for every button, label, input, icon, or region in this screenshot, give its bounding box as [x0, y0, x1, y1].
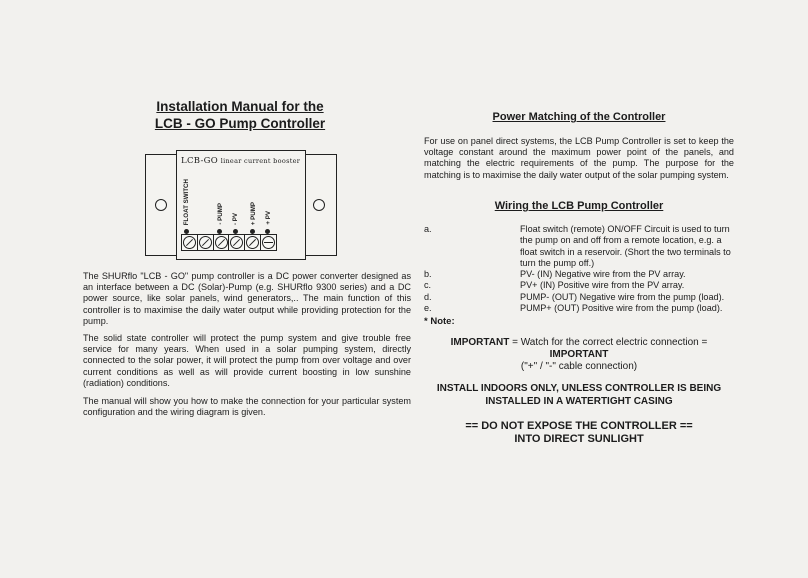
controller-diagram	[145, 150, 337, 260]
list-item-text: PV+ (IN) Positive wire from the PV array.	[520, 280, 685, 291]
controller-label-sub: linear current booster	[220, 157, 301, 165]
terminal-label-pv-pos: + PV	[265, 211, 272, 225]
important-notice	[424, 337, 734, 373]
terminal-screw-6	[260, 234, 277, 251]
protection-paragraph: The solid state controller will protect the pump system and give trouble free service for many years. When used in a solar pumping system, directly connected to the solar power, it will protect the pump from over voltage and over current conditions as well as will provide current boosting in low sunshine (radiation) conditions.	[83, 333, 411, 388]
list-item	[424, 292, 736, 303]
install-warning	[424, 383, 734, 408]
install-line-2: INSTALLED IN A WATERTIGHT CASING	[485, 395, 673, 407]
terminal-label-float-switch: FLOAT SWITCH	[183, 178, 190, 225]
list-item-text: PUMP- (OUT) Negative wire from the pump (load).	[520, 291, 725, 302]
terminal-screw-3	[213, 234, 230, 251]
terminal-label-pv-neg: - PV	[232, 212, 239, 225]
install-line-1: INSTALL INDOORS ONLY, UNLESS CONTROLLER IS BEING	[436, 383, 722, 394]
terminal-screw-4	[228, 234, 245, 251]
list-item-text: Float switch (remote) ON/OFF Circuit is used to turn the pump on and off from a remote location, e.g. a float switch in a reservoir. (Short the two terminals to turn the pump off.)	[520, 224, 731, 268]
controller-body	[176, 150, 306, 260]
terminal-label-pump-neg: - PUMP	[217, 203, 224, 225]
list-item-text: PUMP+ (OUT) Positive wire from the pump (load).	[520, 303, 723, 314]
manual-title	[140, 98, 340, 132]
controller-label	[181, 156, 300, 166]
sunlight-line-2: INTO DIRECT SUNLIGHT	[514, 433, 644, 445]
list-item-letter: a.	[424, 224, 432, 234]
important-line-2: IMPORTANT	[549, 349, 609, 360]
list-item	[424, 280, 736, 291]
title-line-1: Installation Manual for the	[156, 99, 324, 114]
intro-paragraph: The SHURflo "LCB - GO" pump controller is a DC power converter designed as an interface between a DC (Solar)-Pump (e.g. SHURflo 9300 series) and a DC power source, like solar panels, wind generators,.. The main function of this controller is to maximise the daily water output while providing protection for the pump.	[83, 271, 411, 326]
manual-scope-paragraph: The manual will show you how to make the connection for your particular system configuration and the wiring diagram is given.	[83, 396, 411, 418]
list-item-letter: c.	[424, 280, 432, 291]
list-item-text: PV- (IN) Negative wire from the PV array.	[520, 269, 686, 280]
controller-label-main: LCB-GO	[181, 156, 218, 166]
terminal-screw-2	[197, 234, 214, 251]
wiring-heading: Wiring the LCB Pump Controller	[494, 200, 664, 212]
important-line-3: ("+" / "-" cable connection)	[520, 361, 638, 372]
list-item	[424, 224, 736, 269]
power-matching-text: For use on panel direct systems, the LCB Pump Controller is set to keep the voltage constant around the maximum power point of the panels, and matching the electric requirements of the pump. The purpose for the matching is to maximise the daily water output of the solar pumping system.	[424, 136, 734, 180]
mounting-hole-left	[155, 199, 167, 211]
list-item-letter: b.	[424, 269, 432, 280]
list-item	[424, 269, 736, 280]
note-label: * Note:	[424, 316, 455, 327]
terminal-screw-1	[181, 234, 198, 251]
wiring-list	[424, 224, 736, 314]
title-line-2: LCB - GO Pump Controller	[154, 116, 326, 131]
terminal-label-pump-pos: + PUMP	[250, 201, 257, 225]
list-item-letter: d.	[424, 291, 432, 302]
important-text: = Watch for the correct electric connection =	[509, 337, 708, 348]
sunlight-warning	[424, 420, 734, 446]
list-item	[424, 303, 736, 314]
terminal-screw-5	[244, 234, 261, 251]
important-line-1	[424, 337, 734, 349]
sunlight-line-1: == DO NOT EXPOSE THE CONTROLLER ==	[465, 420, 693, 432]
mounting-hole-right	[313, 199, 325, 211]
terminal-block	[181, 234, 276, 251]
important-prefix: IMPORTANT	[450, 337, 510, 348]
list-item-letter: e.	[424, 303, 432, 314]
power-matching-heading: Power Matching of the Controller	[492, 111, 666, 123]
